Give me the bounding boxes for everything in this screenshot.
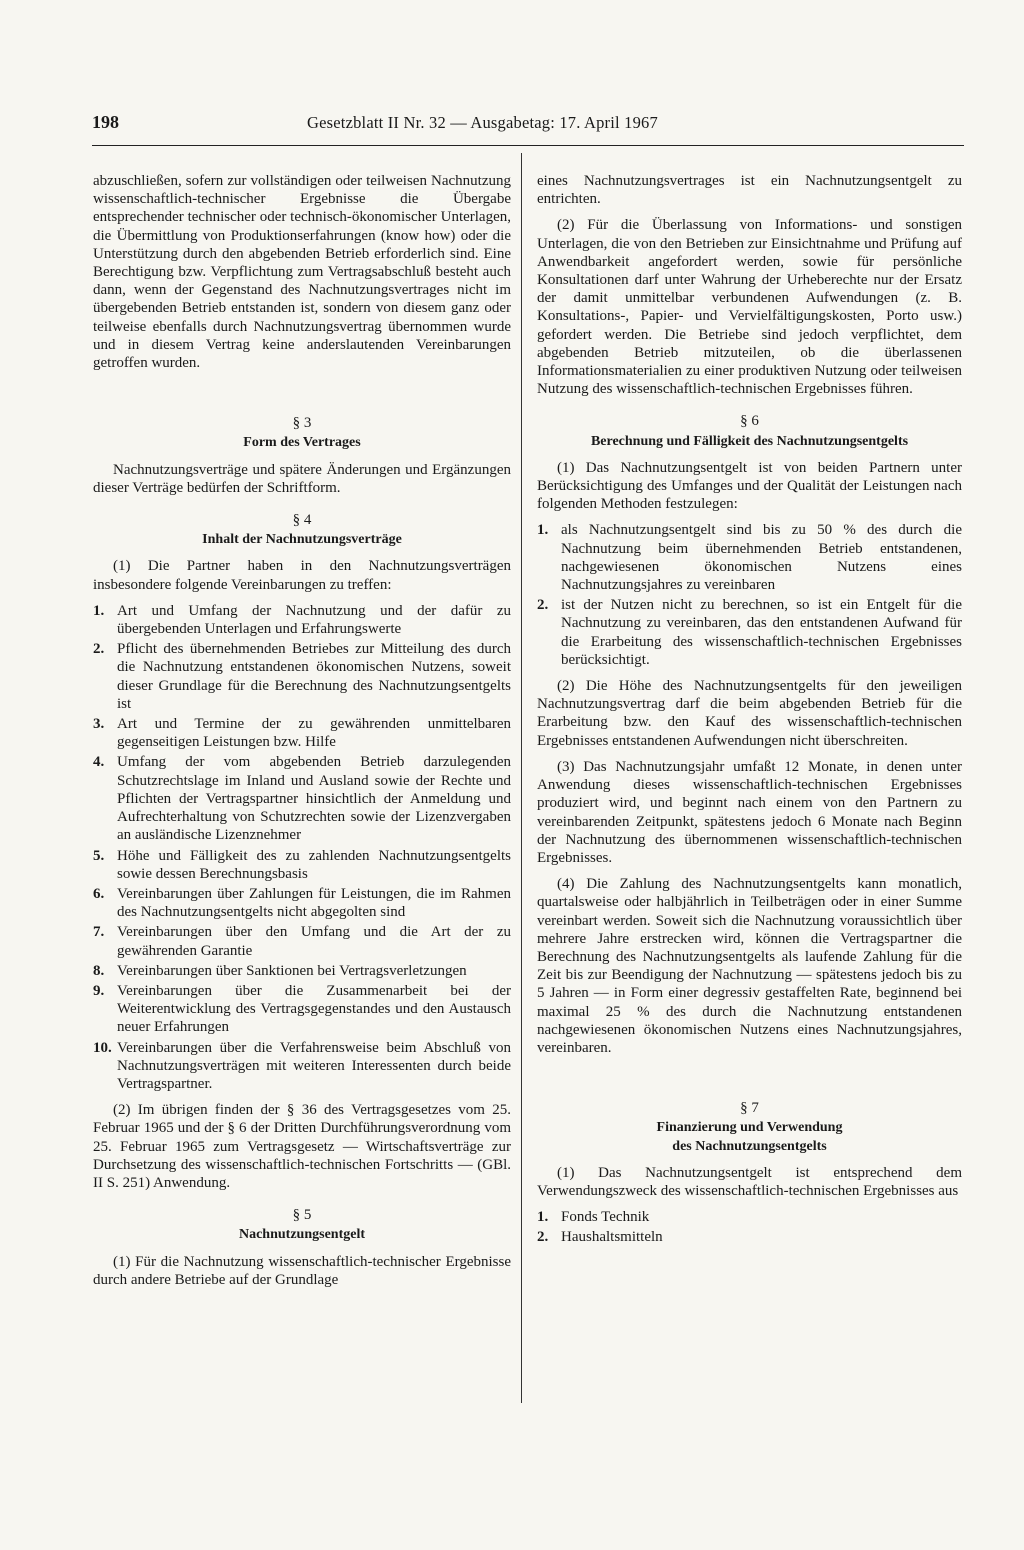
list-item <box>93 982 511 1037</box>
list-item <box>93 1039 511 1094</box>
paragraph: (1) Die Partner haben in den Nachnutzungsverträgen insbesondere folgende Vereinbarungen zu treffen: <box>93 558 511 593</box>
section-title: Form des Vertrages <box>243 435 361 451</box>
list-item <box>537 521 962 594</box>
list-item-number: 1. <box>93 602 105 619</box>
paragraph: (1) Für die Nachnutzung wissenschaftlich-technischer Ergebnisse durch andere Betriebe auf der Grundlage <box>93 1253 511 1288</box>
list-item-number: 10. <box>93 1039 112 1056</box>
left-column <box>93 172 511 1297</box>
list-item-text: Art und Umfang der Nachnutzung und der dafür zu übergebenden Unterlagen und Erfahrungswerte <box>117 602 511 638</box>
section-title: Finanzierung und Verwendung <box>656 1120 843 1136</box>
section-number: § 7 <box>740 1100 759 1117</box>
list-item-text: Vereinbarungen über die Zusammenarbeit bei der Weiterentwicklung des Vertragsgegenstandes und den Austausch neuer Erfahrungen <box>117 982 511 1036</box>
list-item-number: 2. <box>537 597 549 614</box>
header-rule <box>92 145 964 146</box>
list-item-text: Pflicht des übernehmenden Betriebes zur Mitteilung des durch die Nachnutzung entstandenen ökonomischen Nutzens, soweit dieser Grundlage für die Berechnung des Nachnutzungsentgelts ist <box>117 641 511 712</box>
list-item <box>93 640 511 713</box>
list-item-number: 8. <box>93 962 105 979</box>
list-item <box>93 602 511 638</box>
page-header <box>92 112 964 133</box>
list-item-text: als Nachnutzungsentgelt sind bis zu 50 % des durch die Nachnutzung beim übernehmenden Betrieb entstandenen, nachgewiesenen ökonomischen Nutzens eines Nachnutzungsjahres zu vereinbaren <box>561 522 962 594</box>
enumerated-list <box>93 602 511 1093</box>
list-item-number: 1. <box>537 522 549 539</box>
paragraph: (2) Im übrigen finden der § 36 des Vertragsgesetzes vom 25. Februar 1965 und der § 6 der Dritten Durchführungsverordnung vom 25. Februar 1965 zum Vertragsgesetz — Wirtschaftsverträge zur Durchsetzung des wissenschaftlich-technischen Fortschritts — (GBl. II S. 251) Anwendung. <box>93 1102 511 1191</box>
list-item <box>93 715 511 751</box>
paragraph: (4) Die Zahlung des Nachnutzungsentgelts kann monatlich, quartalsweise oder halbjährlich in Teilbeträgen oder in einer Summe vereinbart werden. Soweit sich die Nachnutzung voraussichtlich über mehrere Jahre erstrecken wird, können die Vertragspartner die Berechnung des Nachnutzungsentgelts als laufende Zahlung für die Zeit bis zur Beendigung der Nachnutzung — spätestens jedoch bis zu 5 Jahren — in Form einer degressiv gestaffelten Rate, beginnend bei maximal 25 % des durch die Nachnutzung entstandenen nachgewiesenen ökonomischen Nutzens eines Nachnutzungsjahres, vereinbaren. <box>537 876 962 1056</box>
list-item-number: 6. <box>93 885 105 902</box>
list-item-number: 4. <box>93 754 105 771</box>
list-item-text: Vereinbarungen über die Verfahrensweise beim Abschluß von Nachnutzungsverträgen mit weiteren Interessenten durch beide Vertragspartner. <box>117 1039 511 1092</box>
section-number: § 3 <box>292 415 312 432</box>
list-item-number: 5. <box>93 847 105 864</box>
list-item-text: Fonds Technik <box>561 1209 650 1226</box>
section-number: § 6 <box>740 413 759 430</box>
list-item-text: Vereinbarungen über Zahlungen für Leistungen, die im Rahmen des Nachnutzungsentgelts nicht abgegolten sind <box>117 885 511 921</box>
paragraph: (1) Das Nachnutzungsentgelt ist von beiden Partnern unter Berücksichtigung des Umfanges und der Qualität der Leistungen nach folgenden Methoden festzulegen: <box>537 459 962 513</box>
list-item-text: Haushaltsmitteln <box>561 1229 663 1246</box>
list-item-text: Vereinbarungen über den Umfang und die Art der zu gewährenden Garantie <box>117 924 511 959</box>
paragraph: (2) Die Höhe des Nachnutzungsentgelts für den jeweiligen Nachnutzungsvertrag darf die beim abgebenden Betrieb für die Erarbeitung bzw. den Kauf des wissenschaftlich-technischen Ergebnisses entstandenen Aufwendungen nicht überschreiten. <box>537 678 962 749</box>
list-item <box>537 1228 962 1246</box>
list-item-text: Art und Termine der zu gewährenden unmittelbaren gegenseitigen Leistungen bzw. Hilfe <box>117 716 511 751</box>
enumerated-list <box>537 1208 962 1246</box>
enumerated-list <box>537 521 962 669</box>
paragraph: (1) Das Nachnutzungsentgelt ist entsprechend dem Verwendungszweck des wissenschaftlich-technischen Ergebnisses aus <box>537 1164 962 1199</box>
section-title-cont: des Nachnutzungsentgelts <box>672 1138 827 1154</box>
section-title: Nachnutzungsentgelt <box>238 1227 365 1243</box>
list-item-text: ist der Nutzen nicht zu berechnen, so ist ein Entgelt für die Nachnutzung zu vereinbaren, das den entstandenen Aufwand für die Erarbeitung des wissenschaftlich-technischen Ergebnisses berücksichtigt. <box>561 597 962 668</box>
list-item <box>537 1208 962 1226</box>
list-item-text: Höhe und Fälligkeit des zu zahlenden Nachnutzungsentgelts sowie dessen Berechnungsbasis <box>117 847 511 882</box>
list-item-text: Umfang der vom abgebenden Betrieb darzulegenden Schutzrechtslage im Inland und Ausland sowie der Rechte und Pflichten der Vertragspartner hinsichtlich der Anmeldung und Aufrechterhaltung von Schutzrechten sowie der Lizenzvergaben an ausländische Lizenznehmer <box>117 754 511 844</box>
section-number: § 4 <box>292 512 312 529</box>
list-item-number: 2. <box>537 1229 549 1246</box>
list-item-number: 2. <box>93 641 105 658</box>
column-divider <box>521 153 522 1403</box>
section-title: Berechnung und Fälligkeit des Nachnutzungsentgelts <box>590 433 909 449</box>
publication-title: Gesetzblatt II Nr. 32 — Ausgabetag: 17. April 1967 <box>307 113 658 132</box>
list-item <box>537 596 962 669</box>
paragraph: (3) Das Nachnutzungsjahr umfaßt 12 Monate, in denen unter Anwendung dieses wissenschaftlich-technischen Ergebnisses produziert wird, und beginnt nach einem von den Partnern zu vereinbarenden Zeitpunkt, spätestens jedoch 6 Monate nach Beginn der Nachnutzung des übernommenen wissenschaftlich-technischen Ergebnisses. <box>537 758 962 866</box>
paragraph: abzuschließen, sofern zur vollständigen oder teilweisen Nachnutzung wissenschaftlich-technischer Ergebnisse die Übergabe entsprechender technischer oder technisch-ökonomischer Unterlagen, die Übermittlung von Produktionserfahrungen (know how) oder die Unterstützung durch den abgebenden Betrieb erforderlich sind. Eine Berechtigung bzw. Verpflichtung zum Vertragsabschluß besteht auch dann, wenn der Gegenstand des Nachnutzungsvertrages nicht im übergebenden Betrieb entstanden ist, sondern von diesem ganz oder teilweise ebenfalls durch Nachnutzungsvertrag übernommen wurde und in diesem Vertrag keine anderslautenden Vereinbarungen getroffen wurden. <box>93 173 511 372</box>
list-item-number: 9. <box>93 982 105 999</box>
right-column <box>537 172 962 1255</box>
list-item <box>93 962 511 980</box>
list-item <box>93 885 511 921</box>
section-title: Inhalt der Nachnutzungsverträge <box>202 532 402 548</box>
list-item-number: 3. <box>93 716 105 733</box>
list-item-number: 1. <box>537 1209 549 1226</box>
list-item <box>93 753 511 844</box>
list-item <box>93 847 511 883</box>
paragraph: Nachnutzungsverträge und spätere Änderungen und Ergänzungen dieser Verträge bedürfen der Schriftform. <box>93 461 511 496</box>
paragraph: (2) Für die Überlassung von Informations- und sonstigen Unterlagen, die von den Betrieben zur Einsichtnahme und Prüfung auf Anwendbarkeit angefordert werden, sowie für persönliche Konsultationen darf unter Wahrung der Urheberechte nur der Ersatz der damit unmittelbar verbundenen Aufwendungen (z. B. Konsultations-, Papier- und Vervielfältigungskosten, Porto usw.) gefordert werden. Die Betriebe sind jedoch verpflichtet, dem abgebenden Betrieb mitzuteilen, ob die überlassenen Informationsmaterialien zu einer produktiven Nutzung oder teilweisen Nutzung des wissenschaftlich-technischen Ergebnisses führen. <box>537 217 962 398</box>
list-item-text: Vereinbarungen über Sanktionen bei Vertragsverletzungen <box>117 962 467 979</box>
list-item <box>93 923 511 959</box>
section-number: § 5 <box>292 1207 312 1224</box>
paragraph: eines Nachnutzungsvertrages ist ein Nachnutzungsentgelt zu entrichten. <box>537 173 962 208</box>
page-number: 198 <box>92 112 119 132</box>
list-item-number: 7. <box>93 924 105 941</box>
